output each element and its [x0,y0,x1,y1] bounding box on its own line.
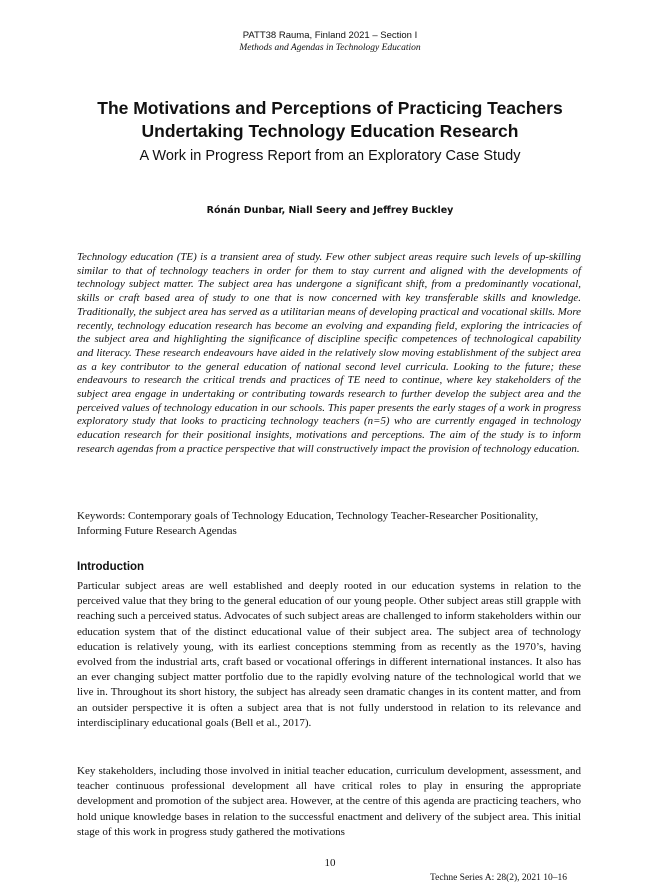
body-paragraph: Particular subject areas are well established and deeply rooted in our education systems in relation to the perceived value that they bring to the general education of our young people. Other subject areas still grapple with reaching such a perceived status. Advocates of such subject areas are challenged to inform stakeholders within our education system that of the distinct educational value of their subject area. The subject area of technology education is relatively young, with its earliest conceptions stemming from as recently as the 1970’s, having evolved from the industrial arts, craft based or vocational offerings in different international instances. It also has an ever changing subject matter portfolio due to the rapidly evolving nature of the technological world that we live in. Throughout its short history, the subject has already seen dramatic changes in its content matter, and from an outsider perspective it is often a subject area that is not fully understood in relation to its relevance and interdisciplinary educational goals (Bell et al., 2017). [77,580,581,729]
page-number: 10 [324,857,336,869]
body-paragraph: Key stakeholders, including those involved in initial teacher education, curriculum development, assessment, and teacher continuous professional development all have critical roles to play in ensuring the appropriate development and promotion of the subject area. However, at the centre of this agenda are practicing teachers, who hold unique knowledge bases in relation to the successful enactment and delivery of the subject area. This initial stage of this work in progress study gathered the motivations [77,765,581,838]
journal-citation: Techne Series A: 28(2), 2021 10–16 [430,873,568,883]
section-heading-introduction: Introduction [77,561,145,573]
paper-subtitle: A Work in Progress Report from an Exploratory Case Study [139,148,521,164]
abstract: Technology education (TE) is a transient area of study. Few other subject areas require such levels of up-skilling similar to that of technology teachers in order for them to stay current and aligned with the developments of technology subject matter. The subject area has undergone a significant shift, from a predominantly vocational, skills or craft based area of study to one that is now concerned with key transferable skills and knowledge. Traditionally, the subject area has served as a utilitarian means of developing practical and vocational skills. More recently, technology education research has become an evolving and expanding field, exploring the intricacies of the subject area and highlighting the significance of discipline specific competences of technological capability and literacy. These research endeavours have aided in the relatively slow moving establishment of the subject area as a key contributor to the general education of national second level curricula. Looking to the future; these endeavours to research the critical trends and practices of TE need to continue, where key stakeholders of the subject area engage in undertaking or contributing towards research to further develop the subject area and the perceived values of technology education in our schools. This paper presents the early stages of a work in progress exploratory study that looks to practicing technology teachers (n=5) who are currently engaged in technology education research for their positional insights, motivations and perceptions. The aim of the study is to inform research agendas from a practice perspective that will constructively impact the provision of technology education. [77,251,581,455]
title-line-1: The Motivations and Perceptions of Practicing Teachers [97,98,563,118]
title-line-2: Undertaking Technology Education Research [141,121,519,141]
paper-title [0,97,660,143]
author-list: Rónán Dunbar, Niall Seery and Jeffrey Buckley [206,205,454,216]
section-name: Methods and Agendas in Technology Education [239,43,421,53]
conference-line: PATT38 Rauma, Finland 2021 – Section I [242,30,418,41]
title-block [0,97,660,166]
running-header [0,30,660,54]
keywords: Keywords: Contemporary goals of Technology Education, Technology Teacher-Researcher Positionality, Informing Future Research Agendas [77,510,539,537]
